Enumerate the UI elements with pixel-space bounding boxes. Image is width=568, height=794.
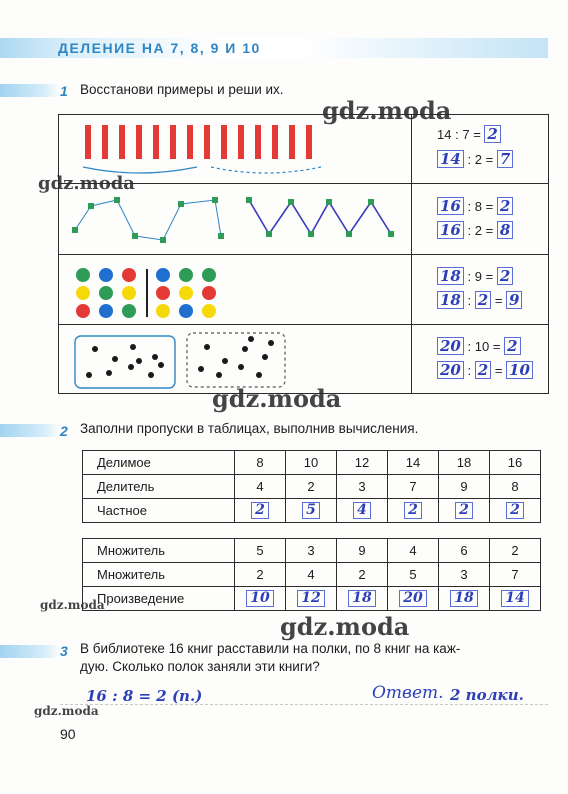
answer-box[interactable]: 18: [450, 590, 477, 607]
solution-handwriting[interactable]: 16 : 8 = 2 (п.): [86, 687, 203, 705]
answer-box[interactable]: 16: [437, 221, 464, 239]
task-band: [0, 84, 60, 97]
table-cell: 6: [439, 539, 490, 563]
page-title: ДЕЛЕНИЕ НА 7, 8, 9 И 10: [58, 40, 261, 56]
table-cell: 9: [439, 475, 490, 499]
answer-box[interactable]: 2: [504, 337, 520, 355]
equation: 16 : 8 = 2: [437, 197, 513, 215]
answer-box[interactable]: 2: [484, 125, 500, 143]
black-dots-picture: [59, 325, 411, 393]
table-row: [83, 539, 541, 563]
watermark: gdz.moda: [34, 704, 99, 718]
table-cell[interactable]: [388, 499, 439, 523]
table-cell: 4: [388, 539, 439, 563]
table-row: [83, 475, 541, 499]
table-cell[interactable]: [439, 499, 490, 523]
red-stick-icon: [85, 125, 91, 159]
equation: 16 : 2 = 8: [437, 221, 513, 239]
table-cell: 2: [286, 475, 337, 499]
table-cell: 3: [439, 563, 490, 587]
answer-box[interactable]: 20: [399, 590, 426, 607]
table-cell[interactable]: [337, 587, 388, 611]
answer-box[interactable]: 2: [506, 502, 524, 519]
answer-box[interactable]: 2: [404, 502, 422, 519]
red-stick-icon: [272, 125, 278, 159]
task-band: [0, 645, 60, 658]
answer-box[interactable]: 18: [437, 291, 464, 309]
red-stick-icon: [102, 125, 108, 159]
dot-chain-icon: [75, 200, 221, 240]
table-cell: 3: [286, 539, 337, 563]
answer-box[interactable]: 12: [297, 590, 324, 607]
equation: 18 : 9 = 2: [437, 267, 513, 285]
answer-box[interactable]: 18: [348, 590, 375, 607]
task-number: 1: [60, 83, 68, 99]
answer-box[interactable]: 14: [437, 150, 464, 168]
table-row: [83, 499, 541, 523]
black-dot-icon: [86, 336, 274, 378]
answer-box[interactable]: 2: [455, 502, 473, 519]
table-cell: 9: [337, 539, 388, 563]
multiplication-table: [82, 538, 541, 611]
table-cell: 2: [337, 563, 388, 587]
answer-box[interactable]: 10: [246, 590, 273, 607]
answer-box[interactable]: 20: [437, 361, 464, 379]
dot-chain-picture: [59, 184, 411, 254]
page-number: 90: [60, 726, 76, 742]
table-row: [83, 451, 541, 475]
answer-value[interactable]: 2 полки.: [450, 686, 524, 704]
table-cell: 12: [337, 451, 388, 475]
dot-chain-icon: [249, 200, 391, 234]
row-label: Произведение: [83, 587, 235, 611]
red-stick-icon: [255, 125, 261, 159]
answer-box[interactable]: 2: [251, 502, 269, 519]
table-row: [83, 563, 541, 587]
answer-box[interactable]: 14: [501, 590, 528, 607]
table-cell: 7: [490, 563, 541, 587]
answer-box[interactable]: 8: [497, 221, 513, 239]
division-table: [82, 450, 541, 523]
table-cell: 3: [337, 475, 388, 499]
table-cell[interactable]: [235, 499, 286, 523]
watermark: gdz.moda: [280, 612, 410, 641]
answer-box[interactable]: 2: [497, 197, 513, 215]
answer-box[interactable]: 9: [506, 291, 522, 309]
equation: 20 : 10 = 2: [437, 337, 521, 355]
table-cell: 8: [235, 451, 286, 475]
table-cell[interactable]: [388, 587, 439, 611]
red-stick-icon: [85, 125, 312, 159]
row-label: Делитель: [83, 475, 235, 499]
red-stick-icon: [238, 125, 244, 159]
table-cell[interactable]: [490, 587, 541, 611]
task-number: 2: [60, 423, 68, 439]
watermark: gdz.moda: [322, 96, 452, 125]
exercise-grid: [58, 114, 549, 394]
table-cell: 7: [388, 475, 439, 499]
table-cell[interactable]: [439, 587, 490, 611]
equation: 20 : 2 = 10: [437, 361, 533, 379]
row-label: Множитель: [83, 539, 235, 563]
row-label: Делимое: [83, 451, 235, 475]
grid-divider: [411, 115, 412, 393]
table-cell[interactable]: [286, 587, 337, 611]
answer-box[interactable]: 4: [353, 502, 371, 519]
table-cell: 16: [490, 451, 541, 475]
table-cell: 14: [388, 451, 439, 475]
watermark: gdz.moda: [40, 598, 105, 612]
answer-label: Ответ.: [372, 683, 444, 703]
red-sticks-picture: [59, 115, 411, 183]
writing-line: [60, 704, 548, 705]
red-stick-icon: [204, 125, 210, 159]
answer-box[interactable]: 7: [497, 150, 513, 168]
task-number: 3: [60, 643, 68, 659]
red-stick-icon: [289, 125, 295, 159]
red-stick-icon: [306, 125, 312, 159]
answer-box[interactable]: 10: [506, 361, 533, 379]
task-band: [0, 424, 60, 437]
red-stick-icon: [187, 125, 193, 159]
table-cell: 18: [439, 451, 490, 475]
table-cell[interactable]: [235, 587, 286, 611]
red-stick-icon: [136, 125, 142, 159]
table-cell[interactable]: [286, 499, 337, 523]
table-row: [83, 587, 541, 611]
task-text: Восстанови примеры и реши их.: [80, 82, 284, 97]
equation: 14 : 2 = 7: [437, 150, 513, 168]
table-cell[interactable]: [337, 499, 388, 523]
table-cell: 5: [235, 539, 286, 563]
red-stick-icon: [153, 125, 159, 159]
row-label: Частное: [83, 499, 235, 523]
table-cell: 5: [388, 563, 439, 587]
red-stick-icon: [119, 125, 125, 159]
task-text: Заполни пропуски в таблицах, выполнив вычисления.: [80, 421, 419, 436]
equation: 14 : 7 = 2: [437, 125, 501, 143]
table-cell: 4: [286, 563, 337, 587]
answer-box[interactable]: 2: [475, 361, 491, 379]
color-circles-picture: [59, 255, 411, 324]
table-cell: 2: [490, 539, 541, 563]
table-cell[interactable]: [490, 499, 541, 523]
equation: 18 : 2 = 9: [437, 291, 522, 309]
task-text-line: дую. Сколько полок заняли эти книги?: [80, 659, 320, 674]
row-label: Множитель: [83, 563, 235, 587]
answer-box[interactable]: 5: [302, 502, 320, 519]
red-stick-icon: [170, 125, 176, 159]
task-text-line: В библиотеке 16 книг расставили на полки, по 8 книг на каж-: [80, 641, 461, 656]
table-cell: 10: [286, 451, 337, 475]
table-cell: 8: [490, 475, 541, 499]
answer-box[interactable]: 2: [497, 267, 513, 285]
table-cell: 4: [235, 475, 286, 499]
answer-box[interactable]: 2: [475, 291, 491, 309]
red-stick-icon: [221, 125, 227, 159]
answer-box[interactable]: 18: [437, 267, 464, 285]
table-cell: 2: [235, 563, 286, 587]
watermark: gdz.moda: [38, 173, 135, 194]
answer-box[interactable]: 20: [437, 337, 464, 355]
watermark: gdz.moda: [212, 384, 342, 413]
color-circle-icon: [76, 268, 216, 318]
answer-box[interactable]: 16: [437, 197, 464, 215]
